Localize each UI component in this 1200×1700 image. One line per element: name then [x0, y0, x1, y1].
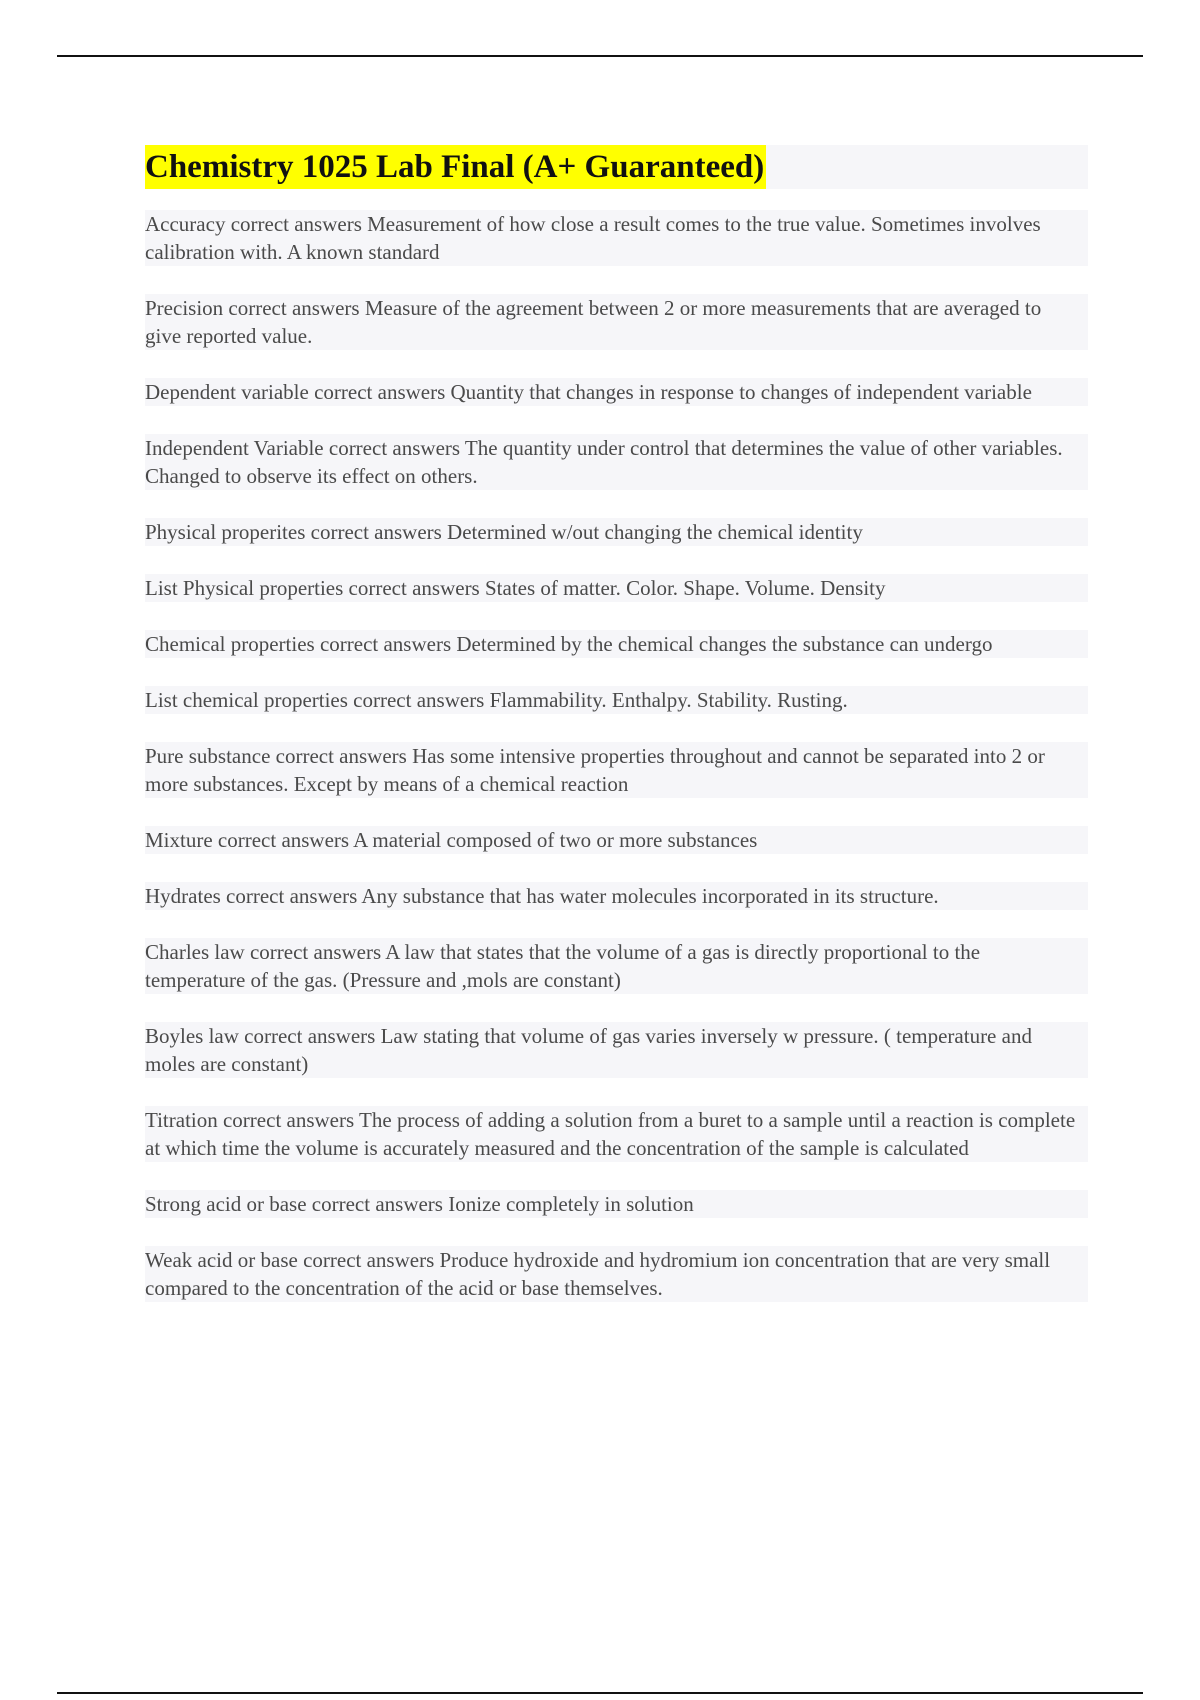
qa-list: [145, 210, 1088, 1302]
qa-item-accuracy: Accuracy correct answers Measurement of how close a result comes to the true value. Sometimes involves calibration with. A known standard: [145, 210, 1088, 266]
qa-item-boyles-law: Boyles law correct answers Law stating that volume of gas varies inversely w pressure. ( temperature and moles are constant): [145, 1022, 1088, 1078]
qa-item-titration: Titration correct answers The process of adding a solution from a buret to a sample until a reaction is complete at which time the volume is accurately measured and the concentration of the sample is calculated: [145, 1106, 1088, 1162]
top-rule: [57, 55, 1143, 57]
qa-item-independent-variable: Independent Variable correct answers The quantity under control that determines the value of other variables. Changed to observe its effect on others.: [145, 434, 1088, 490]
qa-item-dependent-variable: Dependent variable correct answers Quantity that changes in response to changes of independent variable: [145, 378, 1088, 406]
qa-item-strong-acid-base: Strong acid or base correct answers Ionize completely in solution: [145, 1190, 1088, 1218]
document-body: [145, 145, 1088, 1330]
qa-item-hydrates: Hydrates correct answers Any substance that has water molecules incorporated in its structure.: [145, 882, 1088, 910]
qa-item-list-physical-properties: List Physical properties correct answers States of matter. Color. Shape. Volume. Density: [145, 574, 1088, 602]
qa-item-mixture: Mixture correct answers A material composed of two or more substances: [145, 826, 1088, 854]
title-band: [145, 145, 1088, 189]
qa-item-list-chemical-properties: List chemical properties correct answers Flammability. Enthalpy. Stability. Rusting.: [145, 686, 1088, 714]
document-title: Chemistry 1025 Lab Final (A+ Guaranteed): [145, 145, 766, 189]
qa-item-charles-law: Charles law correct answers A law that states that the volume of a gas is directly proportional to the temperature of the gas. (Pressure and ,mols are constant): [145, 938, 1088, 994]
qa-item-chemical-properties: Chemical properties correct answers Determined by the chemical changes the substance can undergo: [145, 630, 1088, 658]
bottom-rule: [57, 1692, 1143, 1694]
qa-item-precision: Precision correct answers Measure of the agreement between 2 or more measurements that are averaged to give reported value.: [145, 294, 1088, 350]
qa-item-physical-properties: Physical properites correct answers Determined w/out changing the chemical identity: [145, 518, 1088, 546]
qa-item-weak-acid-base: Weak acid or base correct answers Produce hydroxide and hydromium ion concentration that are very small compared to the concentration of the acid or base themselves.: [145, 1246, 1088, 1302]
qa-item-pure-substance: Pure substance correct answers Has some intensive properties throughout and cannot be separated into 2 or more substances. Except by means of a chemical reaction: [145, 742, 1088, 798]
